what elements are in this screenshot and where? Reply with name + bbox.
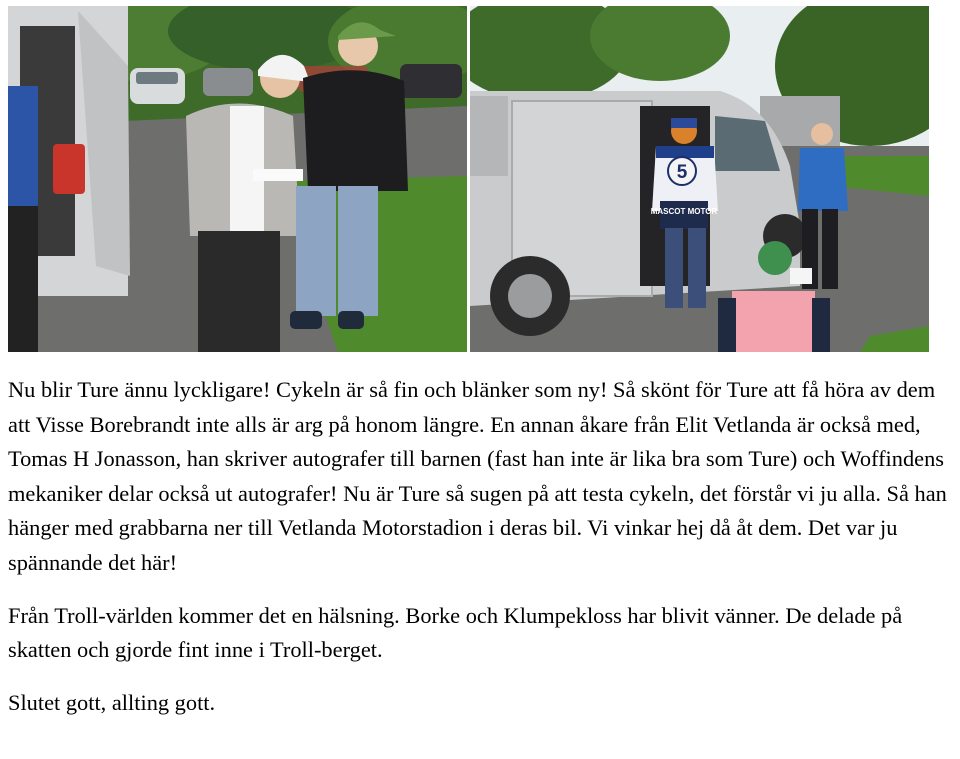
story-paragraph-3: Slutet gott, allting gott. [8, 689, 216, 715]
mascot-jersey-number: 5 [676, 162, 688, 183]
photo-van-mascot [470, 6, 929, 352]
mascot-jersey-text: MASCOT MOTOR [650, 207, 718, 216]
photo-van-mascot-illustration [470, 6, 929, 352]
photo-autograph-signing-illustration [8, 6, 467, 352]
photo-autograph-signing [8, 6, 467, 352]
photo-row [8, 6, 929, 352]
story-text [8, 373, 953, 738]
story-paragraph-1: Nu blir Ture ännu lyckligare! Cykeln är så fin och blänker som ny! Så skönt för Ture att få höra av dem att Visse Borebrandt inte alls är arg på honom längre. En annan åkare från Elit Vetlanda är också med, Tomas H Jonasson, han skriver autografer till barnen (fast han inte är lika bra som Ture) och Woffindens mekaniker delar också ut autografer! Nu är Ture så sugen på att testa cykeln, det förstår vi ju alla. Så han hänger med grabbarna ner till Vetlanda Motorstadion i deras bil. Vi vinkar hej då åt dem. Det var ju spännande det här! [8, 377, 947, 575]
story-paragraph-2: Från Troll-världen kommer det en hälsning. Borke och Klumpekloss har blivit vänner. De delade på skatten och gjorde fint inne i Troll-berget. [8, 602, 903, 663]
